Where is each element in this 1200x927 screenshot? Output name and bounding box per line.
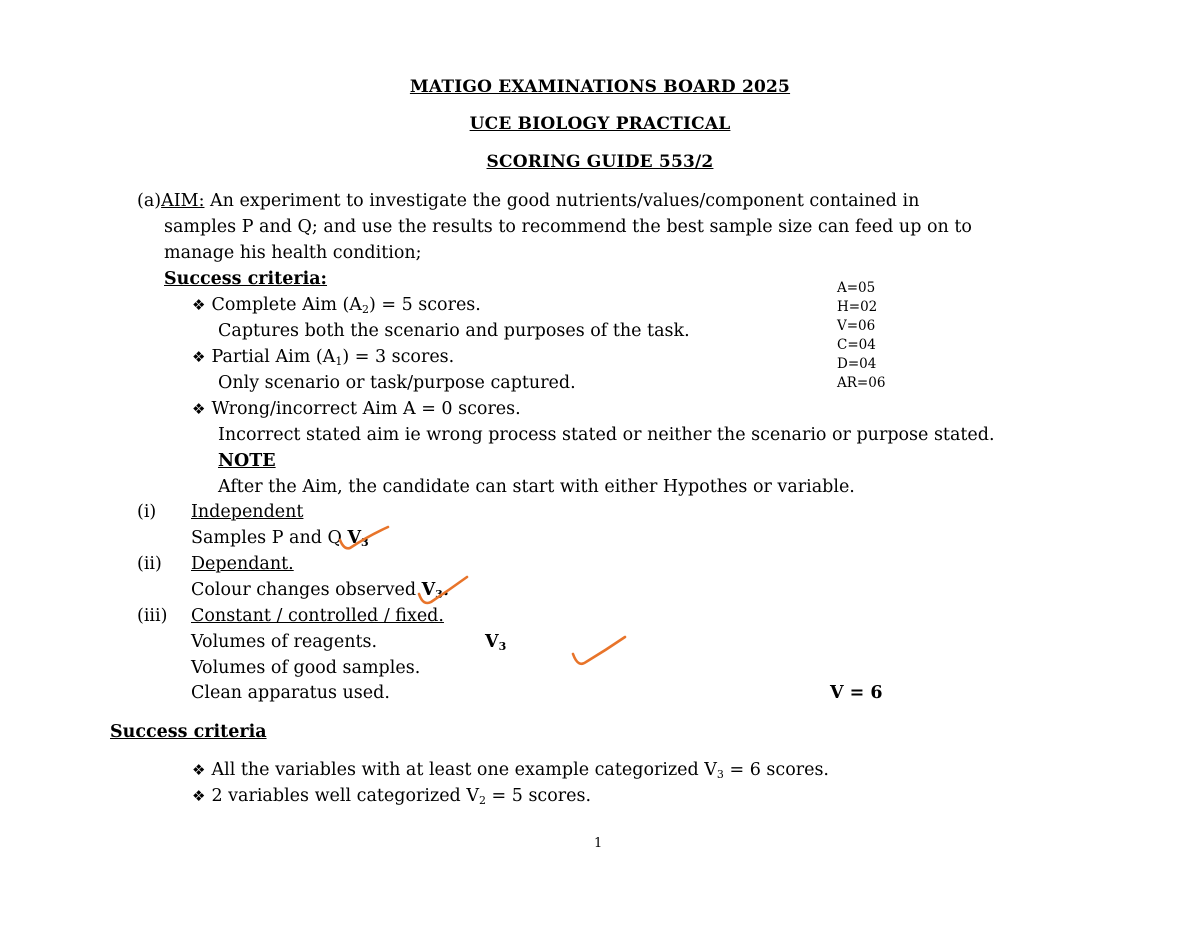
criterion-complete-desc: Captures both the scenario and purposes of the task. <box>218 321 690 341</box>
aim-marker: (a) <box>137 191 162 211</box>
note-label: NOTE <box>218 451 276 471</box>
diamond-bullet-icon: ❖ <box>192 787 206 805</box>
success-criteria-heading: Success criteria: <box>164 269 328 289</box>
diamond-bullet-icon: ❖ <box>192 761 206 779</box>
aim-line-3: manage his health condition; <box>164 243 422 263</box>
tick-mark-icon <box>336 524 396 558</box>
mark-key-d: D=04 <box>837 356 877 372</box>
dependent-text: Colour changes observed $V_3$. <box>191 580 449 601</box>
mark-key-hypothesis: H=02 <box>837 299 878 315</box>
dependent-label: Dependant. <box>191 554 294 574</box>
independent-number: (i) <box>137 502 157 522</box>
criterion-wrong-desc: Incorrect stated aim ie wrong process stated or neither the scenario or purpose stated. <box>218 425 995 445</box>
page-number: 1 <box>594 836 603 851</box>
success-criterion-two: ❖ 2 variables well categorized $V_2 = 5$ scores. <box>192 786 592 807</box>
constant-item: Volumes of reagents. <box>191 632 378 652</box>
variables-total: V = 6 <box>830 683 883 703</box>
dependent-number: (ii) <box>137 554 162 574</box>
note-text: After the Aim, the candidate can start with either Hypothes or variable. <box>218 477 855 497</box>
independent-label: Independent <box>191 502 304 522</box>
mark-key-variables: V=06 <box>837 318 876 334</box>
board-title: MATIGO EXAMINATIONS BOARD 2025 <box>409 77 791 97</box>
constant-item: Clean apparatus used. <box>191 683 390 703</box>
guide-title: SCORING GUIDE 553/2 <box>486 152 714 172</box>
aim-line-1 <box>137 190 919 212</box>
criterion-wrong: ❖ Wrong/incorrect Aim A = 0 scores. <box>192 399 521 419</box>
success-criteria-heading-2: Success criteria <box>110 722 267 742</box>
aim-label: AIM: <box>161 191 205 211</box>
subject-title: UCE BIOLOGY PRACTICAL <box>469 114 731 134</box>
constant-mark: $V_3$ <box>485 632 507 653</box>
success-criterion-all: ❖ All the variables with at least one example categorized $V_3 = 6$ scores. <box>192 760 829 781</box>
aim-line-2: samples P and Q; and use the results to recommend the best sample size can feed up on to <box>164 217 972 237</box>
diamond-bullet-icon: ❖ <box>192 400 206 418</box>
mark-key-ar: AR=06 <box>837 375 886 391</box>
constant-label: Constant / controlled / fixed. <box>191 606 444 626</box>
constant-item: Volumes of good samples. <box>191 658 421 678</box>
constant-number: (iii) <box>137 606 168 626</box>
criterion-partial: ❖ Partial Aim $(A_1) = 3$ scores. <box>192 347 455 368</box>
tick-mark-icon <box>415 574 471 612</box>
diamond-bullet-icon: ❖ <box>192 296 206 314</box>
mark-key-aim: A=05 <box>837 280 876 296</box>
criterion-complete: ❖ Complete Aim $(A_2) = 5$ scores. <box>192 295 481 316</box>
criterion-partial-desc: Only scenario or task/purpose captured. <box>218 373 576 393</box>
aim-text-1: An experiment to investigate the good nutrients/values/component contained in <box>204 191 920 211</box>
independent-text: Samples P and Q $V_3$ <box>191 528 369 549</box>
tick-mark-icon <box>568 632 630 672</box>
mark-key-c: C=04 <box>837 337 876 353</box>
diamond-bullet-icon: ❖ <box>192 348 206 366</box>
